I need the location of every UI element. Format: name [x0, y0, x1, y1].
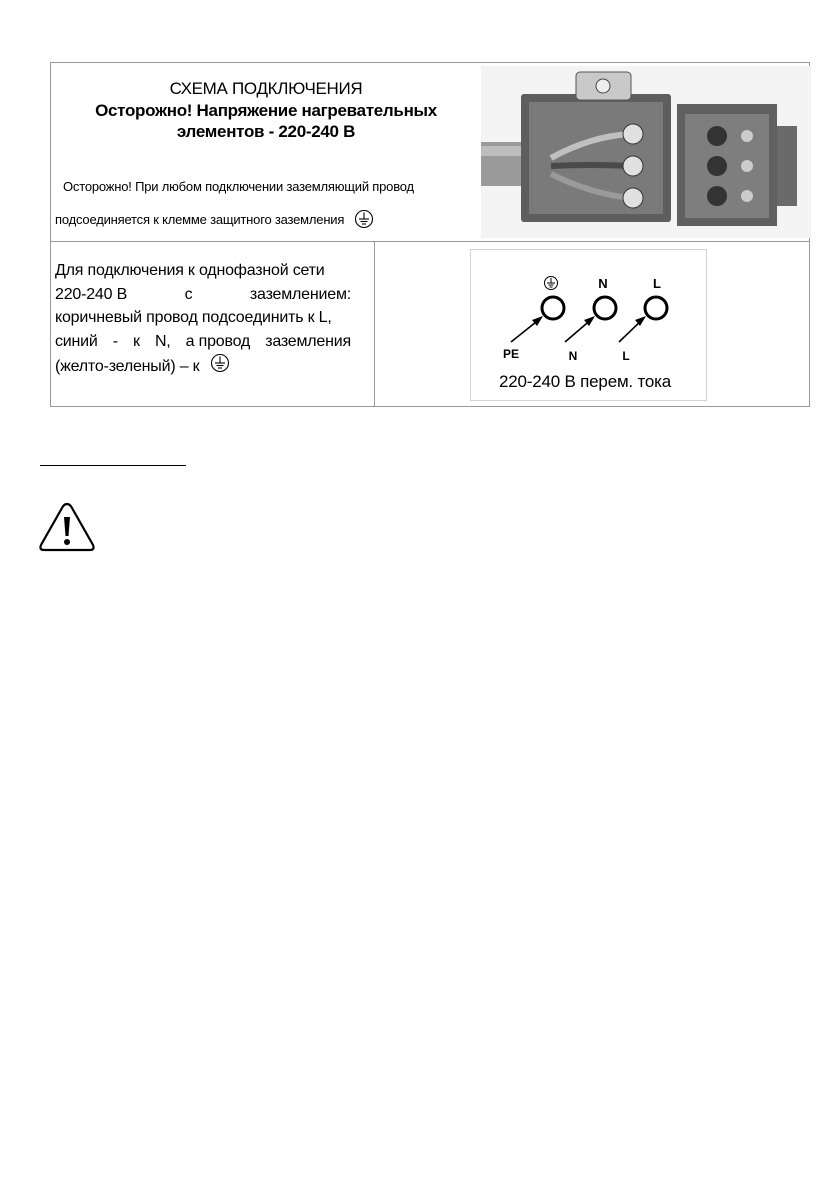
table-column-divider: [374, 241, 375, 406]
ground-warning-line2: подсоединяется к клемме защитного заземления: [55, 209, 374, 232]
ground-warning-line1: Осторожно! При любом подключении заземляющий провод: [63, 179, 414, 194]
connection-table: [50, 62, 810, 407]
terminal-block-photo: [481, 66, 811, 238]
terminal-l: [645, 297, 667, 319]
terminal-label-n: N: [598, 276, 608, 291]
wire-label-l: L: [622, 349, 630, 363]
voltage-warning: Осторожно! Напряжение нагревательных элементов - 220-240 В: [95, 101, 437, 141]
section-underline: [40, 465, 186, 466]
wire-label-n: N: [568, 349, 578, 363]
ground-icon: [545, 277, 558, 290]
ground-icon: [354, 209, 374, 232]
connection-instructions: Для подключения к однофазной сети 220-240 В с заземлением: коричневый провод подсоединить к L, синий - к N, а провод заземления (желто-зеленый) – к: [55, 259, 351, 381]
warning-icon: [37, 500, 97, 554]
voltage-caption: 220-240 В перем. тока: [499, 372, 671, 391]
schema-title: СХЕМА ПОДКЛЮЧЕНИЯ: [169, 79, 363, 98]
terminal-n: [594, 297, 616, 319]
wiring-diagram: [470, 249, 707, 401]
wire-label-pe: PE: [502, 347, 520, 361]
ground-icon: [210, 353, 230, 381]
table-divider: [51, 241, 809, 242]
terminal-label-l: L: [653, 276, 661, 291]
terminal-pe: [542, 297, 564, 319]
